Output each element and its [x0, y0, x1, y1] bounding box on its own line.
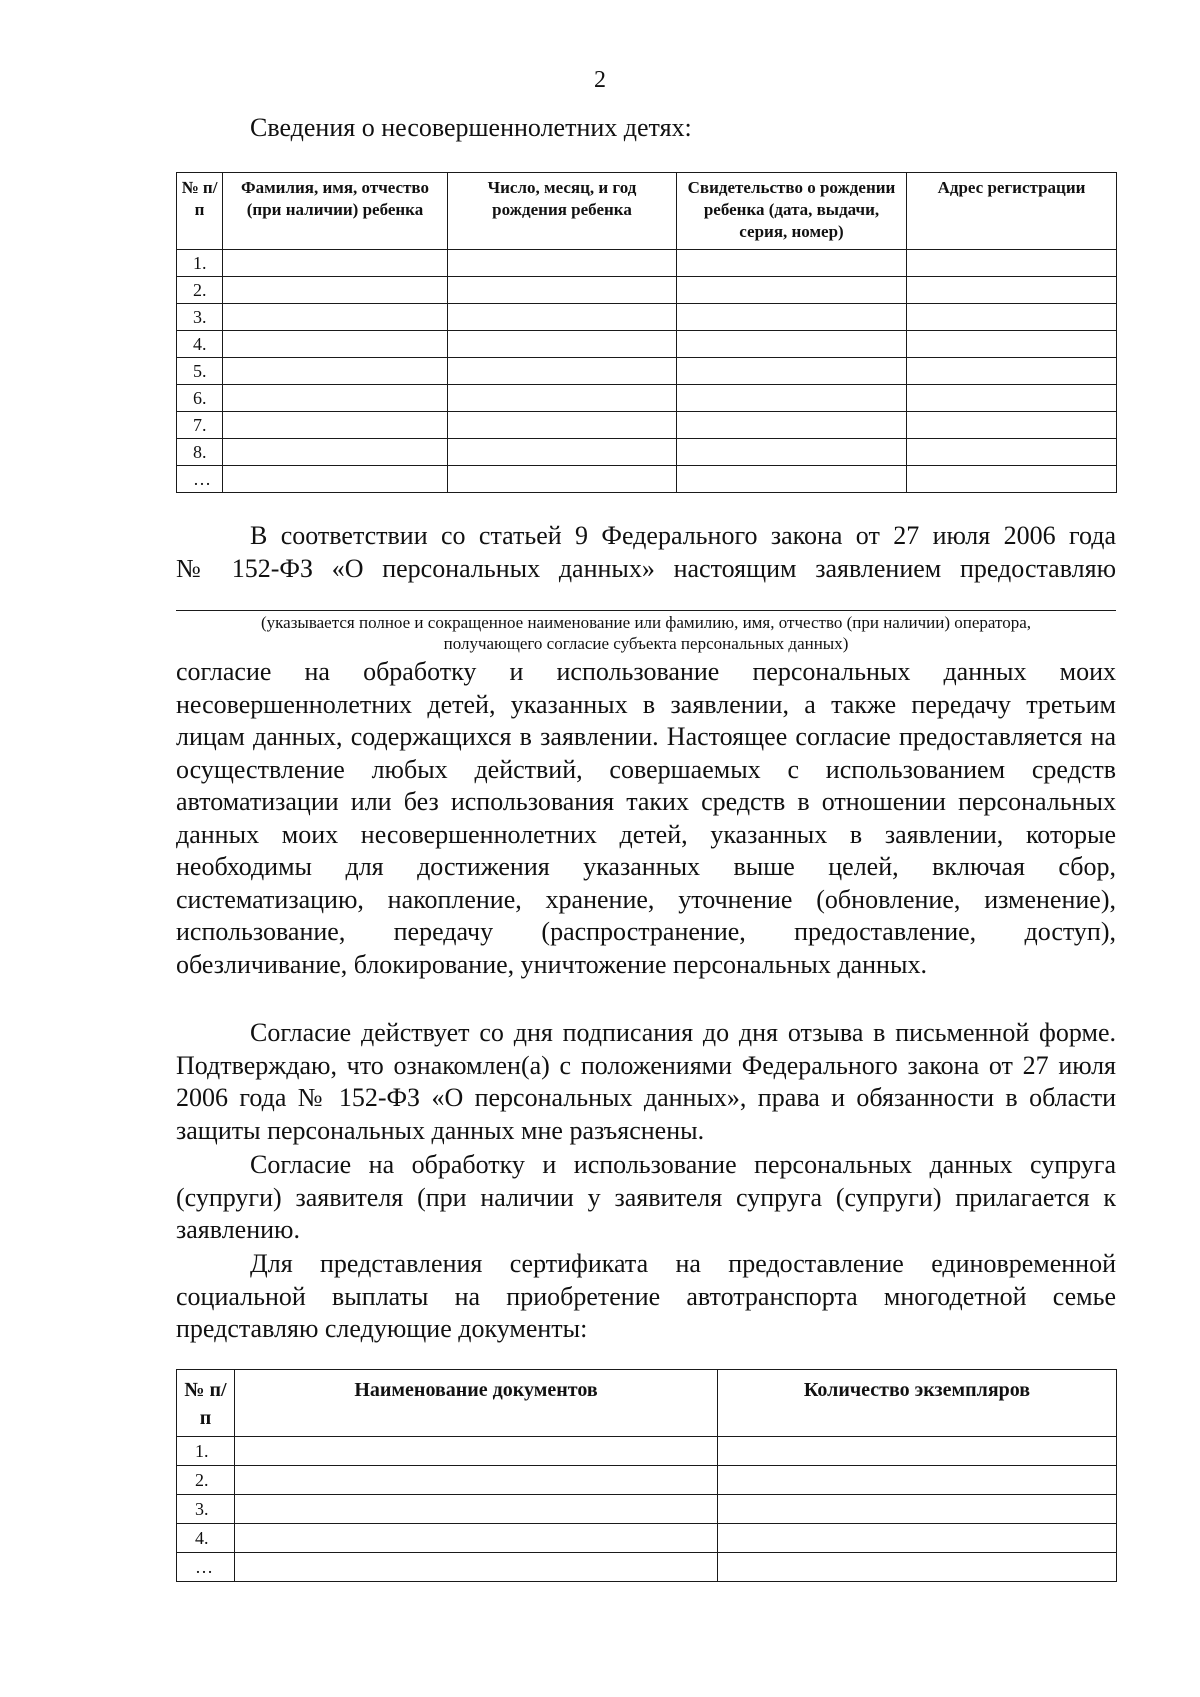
- document-name-cell[interactable]: [235, 1553, 718, 1582]
- operator-name-blank-line[interactable]: [176, 610, 1116, 611]
- spouse-consent: Согласие на обработку и использование персональных данных супруга (супруги) заявителя (при наличии у заявителя супруга (супруги) прилагается к заявлению.: [176, 1150, 1116, 1244]
- header-child-name: Фамилия, имя, отчество (при наличии) ребенка: [223, 173, 448, 250]
- row-number: …: [177, 466, 223, 493]
- page-number: 2: [594, 67, 606, 93]
- registration-address-cell[interactable]: [907, 277, 1117, 304]
- table-row: [177, 466, 1117, 493]
- table-row: [177, 439, 1117, 466]
- header-number: № п/п: [177, 173, 223, 250]
- row-number: 3.: [177, 304, 223, 331]
- birth-date-cell[interactable]: [448, 439, 677, 466]
- children-section-title: Сведения о несовершеннолетних детях:: [250, 113, 692, 142]
- table-row: [177, 304, 1117, 331]
- birth-certificate-cell[interactable]: [677, 412, 907, 439]
- birth-date-cell[interactable]: [448, 358, 677, 385]
- row-number: 5.: [177, 358, 223, 385]
- child-name-cell[interactable]: [223, 358, 448, 385]
- document-copies-cell[interactable]: [718, 1437, 1117, 1466]
- child-name-cell[interactable]: [223, 412, 448, 439]
- row-number: 1.: [177, 250, 223, 277]
- birth-certificate-cell[interactable]: [677, 304, 907, 331]
- operator-caption-line-2: получающего согласие субъекта персональных данных): [443, 634, 849, 653]
- table-row: [177, 1495, 1117, 1524]
- row-number: 7.: [177, 412, 223, 439]
- birth-certificate-cell[interactable]: [677, 277, 907, 304]
- table-row: [177, 277, 1117, 304]
- registration-address-cell[interactable]: [907, 250, 1117, 277]
- registration-address-cell[interactable]: [907, 385, 1117, 412]
- row-number: 1.: [177, 1437, 235, 1466]
- child-name-cell[interactable]: [223, 466, 448, 493]
- table-row: [177, 1553, 1117, 1582]
- document-copies-cell[interactable]: [718, 1495, 1117, 1524]
- birth-certificate-cell[interactable]: [677, 439, 907, 466]
- document-name-cell[interactable]: [235, 1524, 718, 1553]
- birth-certificate-cell[interactable]: [677, 385, 907, 412]
- document-name-cell[interactable]: [235, 1437, 718, 1466]
- header-birth-date: Число, месяц, и год рождения ребенка: [448, 173, 677, 250]
- document-name-cell[interactable]: [235, 1495, 718, 1524]
- registration-address-cell[interactable]: [907, 304, 1117, 331]
- row-number: 8.: [177, 439, 223, 466]
- row-number: 2.: [177, 277, 223, 304]
- table-row: [177, 1437, 1117, 1466]
- documents-table: [176, 1369, 1117, 1582]
- child-name-cell[interactable]: [223, 277, 448, 304]
- birth-date-cell[interactable]: [448, 385, 677, 412]
- table-row: [177, 358, 1117, 385]
- documents-table-header: [177, 1370, 1117, 1437]
- table-row: [177, 331, 1117, 358]
- document-copies-cell[interactable]: [718, 1553, 1117, 1582]
- row-number: …: [177, 1553, 235, 1582]
- consent-validity: Согласие действует со дня подписания до дня отзыва в письменной форме. Подтверждаю, что ознакомлен(а) с положениями Федерального закона от 27 июля 2006 года № 152-ФЗ «О персональных данных», права и обязанности в области защиты персональных данных мне разъяснены.: [176, 1018, 1116, 1145]
- table-row: [177, 1524, 1117, 1553]
- consent-intro-line-1: В соответствии со статьей 9 Федерального закона от 27 июля 2006 года: [250, 521, 1116, 550]
- registration-address-cell[interactable]: [907, 331, 1117, 358]
- child-name-cell[interactable]: [223, 331, 448, 358]
- consent-body: согласие на обработку и использование персональных данных моих несовершеннолетних детей, указанных в заявлении, а также передачу третьим лицам данных, содержащихся в заявлении. Настоящее согласие предоставляется на осуществление любых действий, совершаемых с использованием средств автоматизации или без использования таких средств в отношении персональных данных моих несовершеннолетних детей, указанных в заявлении, которые необходимы для достижения указанных выше целей, включая сбор, систематизацию, накопление, хранение, уточнение (обновление, изменение), использование, передачу (распространение, предоставление, доступ), обезличивание, блокирование, уничтожение персональных данных.: [176, 657, 1116, 979]
- children-table-header: [177, 173, 1117, 250]
- documents-intro: Для представления сертификата на предоставление единовременной социальной выплаты на приобретение автотранспорта многодетной семье представляю следующие документы:: [176, 1249, 1116, 1343]
- children-table: [176, 172, 1117, 493]
- operator-caption: [176, 612, 1116, 654]
- document-name-cell[interactable]: [235, 1466, 718, 1495]
- table-row: [177, 412, 1117, 439]
- row-number: 4.: [177, 1524, 235, 1553]
- birth-date-cell[interactable]: [448, 277, 677, 304]
- birth-date-cell[interactable]: [448, 466, 677, 493]
- birth-certificate-cell[interactable]: [677, 358, 907, 385]
- registration-address-cell[interactable]: [907, 466, 1117, 493]
- table-row: [177, 1466, 1117, 1495]
- registration-address-cell[interactable]: [907, 439, 1117, 466]
- row-number: 4.: [177, 331, 223, 358]
- birth-date-cell[interactable]: [448, 250, 677, 277]
- registration-address-cell[interactable]: [907, 412, 1117, 439]
- birth-date-cell[interactable]: [448, 331, 677, 358]
- row-number: 3.: [177, 1495, 235, 1524]
- row-number: 6.: [177, 385, 223, 412]
- table-row: [177, 385, 1117, 412]
- header-registration-address: Адрес регистрации: [907, 173, 1117, 250]
- header-birth-certificate: Свидетельство о рождении ребенка (дата, выдачи, серия, номер): [677, 173, 907, 250]
- consent-intro-line-2: № 152-ФЗ «О персональных данных» настоящим заявлением предоставляю: [176, 554, 1116, 583]
- row-number: 2.: [177, 1466, 235, 1495]
- header-doc-name: Наименование документов: [235, 1370, 718, 1437]
- birth-date-cell[interactable]: [448, 304, 677, 331]
- child-name-cell[interactable]: [223, 439, 448, 466]
- header-doc-copies: Количество экземпляров: [718, 1370, 1117, 1437]
- operator-caption-line-1: (указывается полное и сокращенное наименование или фамилию, имя, отчество (при наличии) оператора,: [260, 613, 1031, 632]
- child-name-cell[interactable]: [223, 385, 448, 412]
- document-copies-cell[interactable]: [718, 1524, 1117, 1553]
- registration-address-cell[interactable]: [907, 358, 1117, 385]
- child-name-cell[interactable]: [223, 304, 448, 331]
- table-row: [177, 250, 1117, 277]
- header-doc-number: № п/п: [177, 1370, 235, 1437]
- birth-certificate-cell[interactable]: [677, 250, 907, 277]
- child-name-cell[interactable]: [223, 250, 448, 277]
- document-copies-cell[interactable]: [718, 1466, 1117, 1495]
- birth-date-cell[interactable]: [448, 412, 677, 439]
- birth-certificate-cell[interactable]: [677, 331, 907, 358]
- birth-certificate-cell[interactable]: [677, 466, 907, 493]
